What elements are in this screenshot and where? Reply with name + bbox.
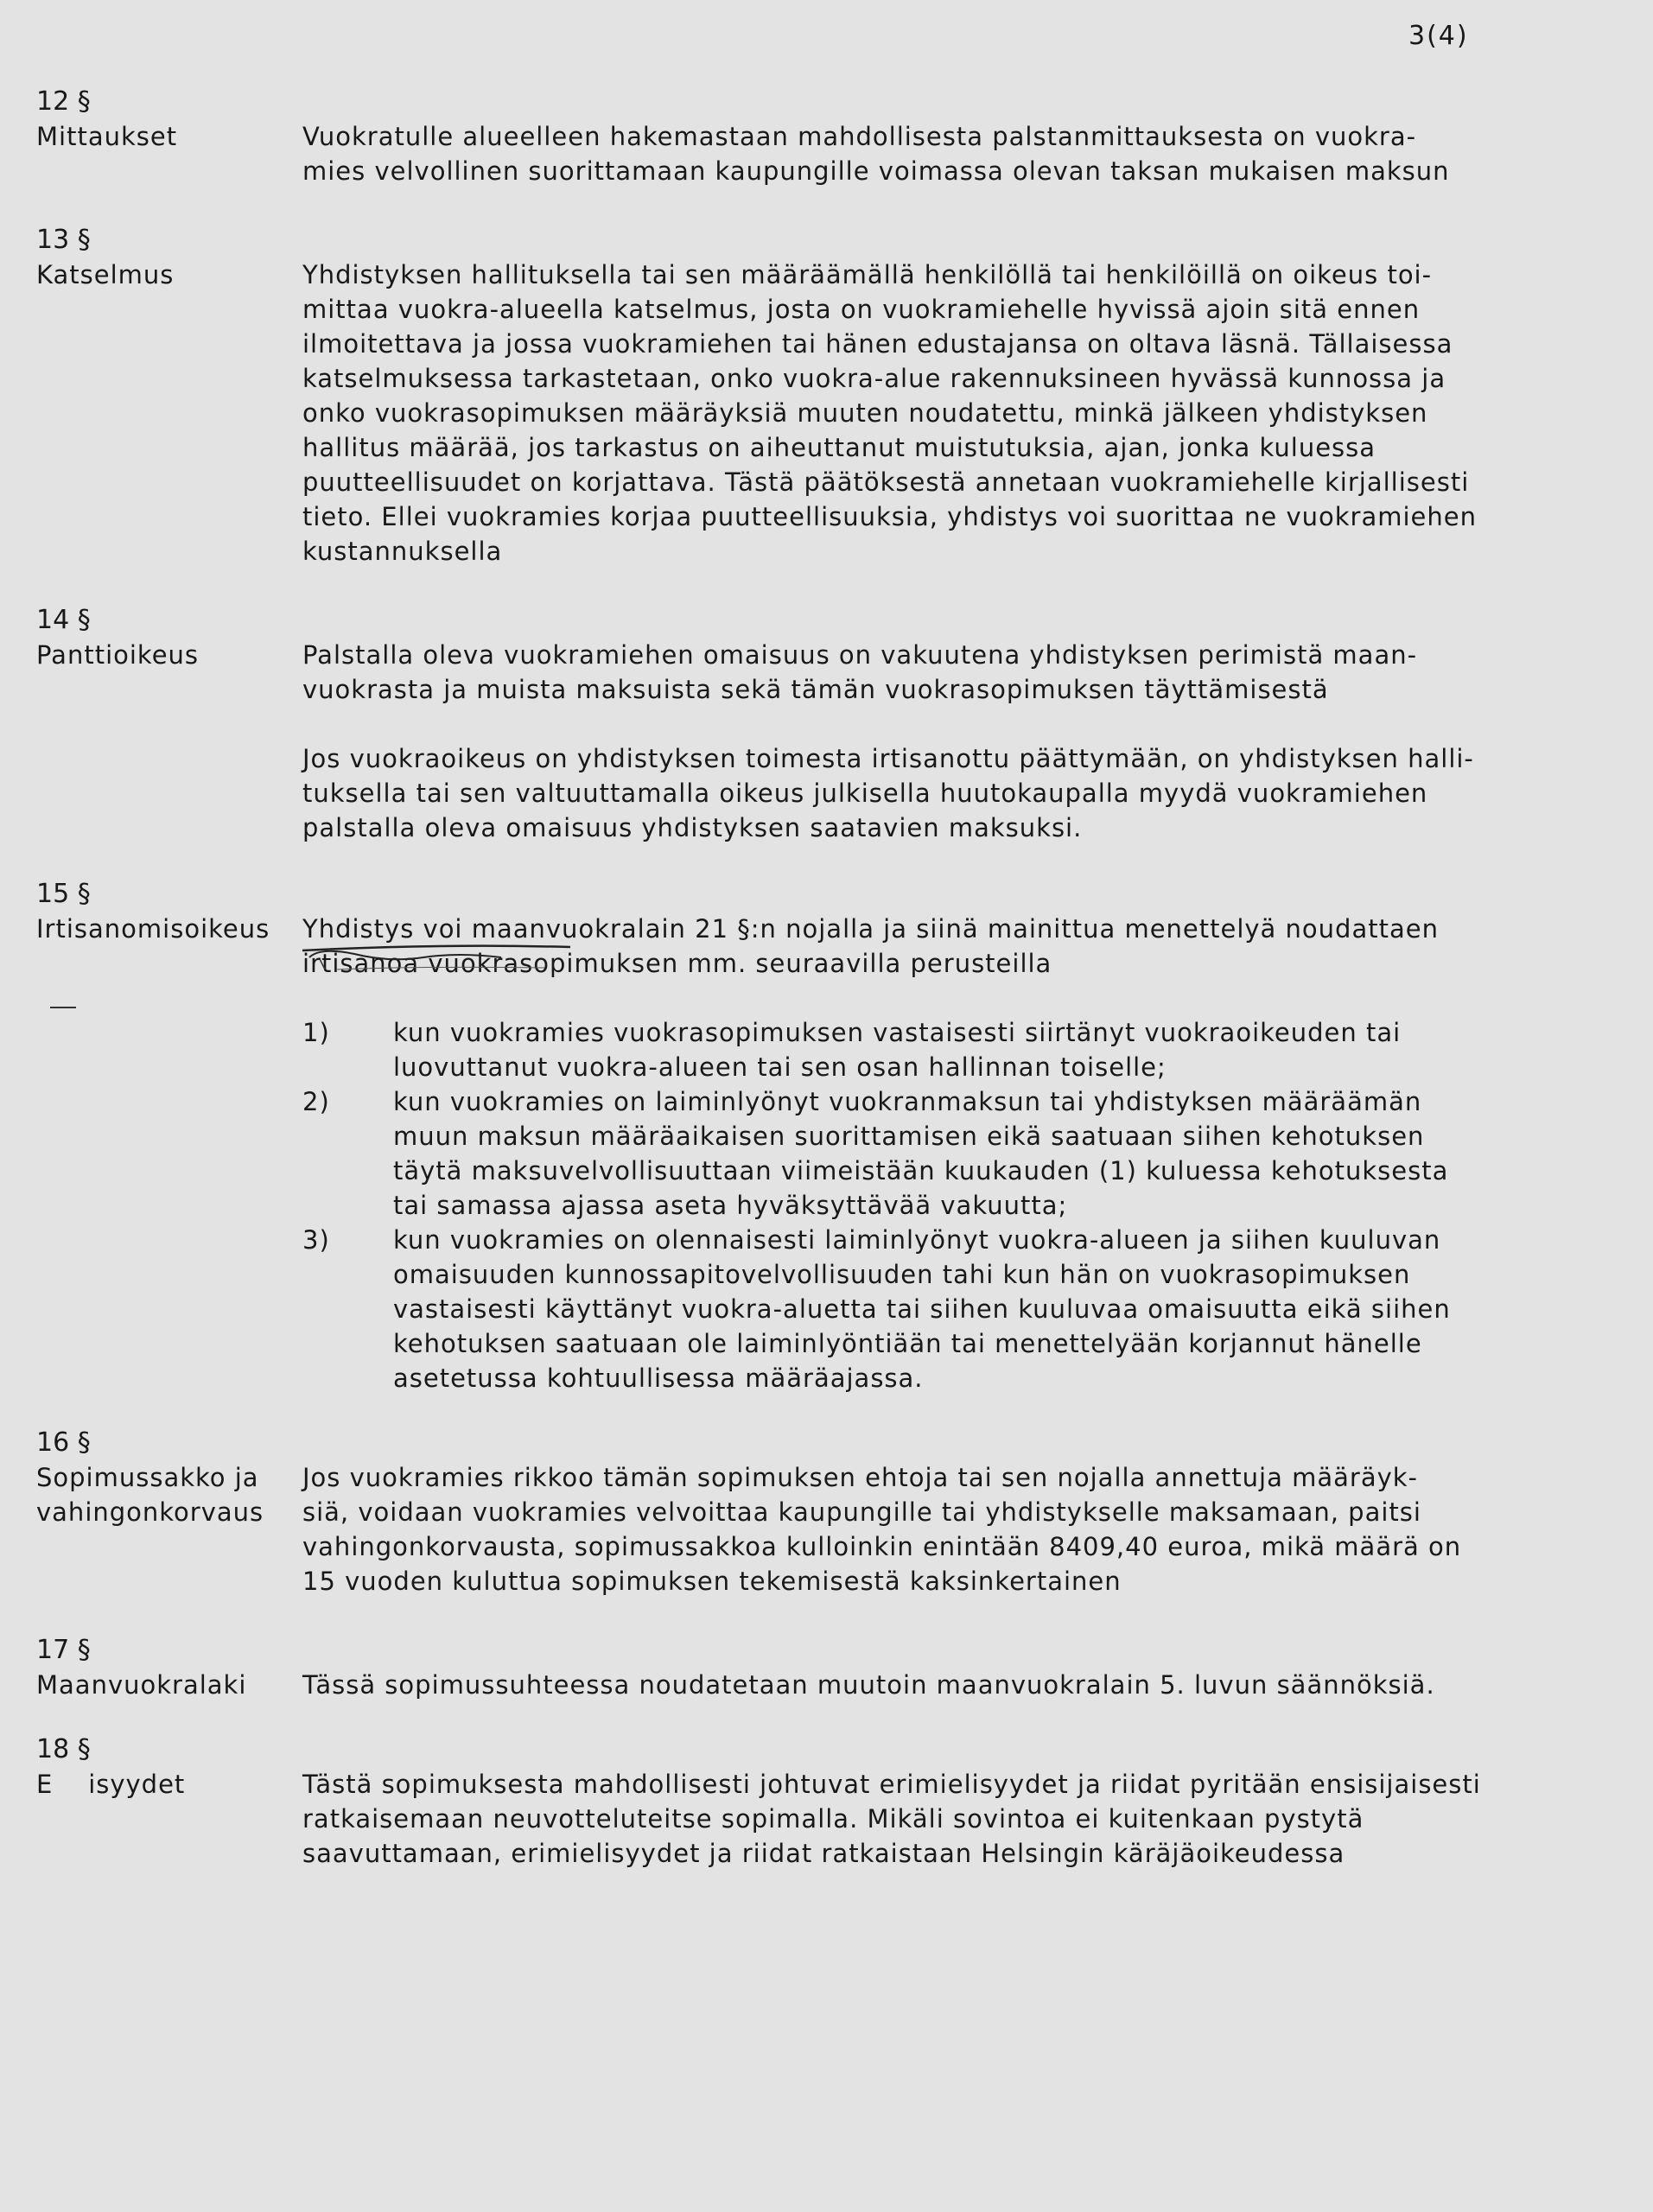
section-number: 12 §: [36, 86, 91, 117]
list-item-text: kun vuokramies on olennaisesti laiminlyönyt vuokra-alueen ja siihen kuuluvan omaisuuden kunnossapitovelvollisuuden tahi kun hän on vuokrasopimuksen vastaisesti käyttänyt vuokra-aluetta tai siihen kuuluvaa omaisuutta eikä siihen kehotuksen saatuaan ole laiminlyöntiään tai menettelyään korjannut hänelle asetetussa kohtuullisessa määräajassa.: [393, 1225, 1451, 1393]
list-item: [302, 1223, 1512, 1395]
section-title: E isyydet: [36, 1770, 186, 1799]
section-body: [302, 257, 1512, 569]
section-number: 16 §: [36, 1427, 91, 1458]
section-title: Maanvuokralaki: [36, 1670, 247, 1700]
list-item-number: 3): [302, 1225, 330, 1255]
paragraph: Tässä sopimussuhteessa noudatetaan muutoin maanvuokralain 5. luvun säännöksiä.: [302, 1670, 1435, 1700]
section-title: Katselmus: [36, 260, 175, 289]
paragraph: Yhdistyksen hallituksella tai sen määräämällä henkilöllä tai henkilöillä on oikeus toi- mittaa vuokra-alueella katselmus, josta on vuokramiehelle hyvissä ajoin sitä ennen ilmoitettava ja jossa vuokramiehen tai hänen edustajansa on oltava läsnä. Tällaisessa katselmuksessa tarkastetaan, onko vuokra-alue rakennuksineen hyvässä kunnossa ja onko vuokrasopimuksen määräyksiä muuten noudatettu, minkä jälkeen yhdistyksen hallitus määrää, jos tarkastus on aiheuttanut muistutuksia, ajan, jonka kuluessa puutteellisuudet on korjattava. Tästä päätöksestä annetaan vuokramiehelle kirjallisesti tieto. Ellei vuokramies korjaa puutteellisuuksia, yhdistys voi suorittaa ne vuokramiehen kustannuksella: [302, 260, 1477, 566]
section-number: 15 §: [36, 879, 91, 909]
section-body: [302, 1668, 1512, 1702]
section-number: 14 §: [36, 605, 91, 635]
margin-dash-mark: [50, 1007, 76, 1008]
section-body: [302, 1460, 1512, 1599]
paragraph: Tästä sopimuksesta mahdollisesti johtuvat erimielisyydet ja riidat pyritään ensisijaisesti ratkaisemaan neuvotteluteitse sopimalla. Mikäli sovintoa ei kuitenkaan pystytä saavuttamaan, erimielisyydet ja riidat ratkaistaan Helsingin käräjäoikeudessa: [302, 1770, 1481, 1868]
list-item-number: 1): [302, 1018, 330, 1047]
page-number: 3(4): [1408, 21, 1469, 51]
paragraph: Jos vuokramies rikkoo tämän sopimuksen ehtoja tai sen nojalla annettuja määräyk- siä, voidaan vuokramies velvoittaa kaupungille tai yhdistykselle maksamaan, paitsi vahingonkorvausta, sopimussakkoa kulloinkin enintään 8409,40 euroa, mikä määrä on 15 vuoden kuluttua sopimuksen tekemisestä kaksinkertainen: [302, 1463, 1462, 1596]
section-title: Irtisanomisoikeus: [36, 914, 270, 944]
section-body: [302, 119, 1512, 188]
list-item: [302, 1015, 1512, 1084]
section-number: 17 §: [36, 1635, 91, 1665]
list-item-text: kun vuokramies vuokrasopimuksen vastaisesti siirtänyt vuokraoikeuden tai luovuttanut vuokra-alueen tai sen osan hallinnan toiselle;: [393, 1018, 1402, 1082]
section-title: Sopimussakko ja vahingonkorvaus: [36, 1463, 264, 1527]
section-number: 18 §: [36, 1734, 91, 1764]
list-item: [302, 1084, 1512, 1223]
handwritten-underline-mark: [285, 931, 700, 983]
list-item-text: kun vuokramies on laiminlyönyt vuokranmaksun tai yhdistyksen määräämän muun maksun määräaikaisen suorittamisen eikä saatuaan siihen kehotuksen täytä maksuvelvollisuuttaan viimeistään kuukauden (1) kuluessa kehotuksesta tai samassa ajassa aseta hyväksyttävää vakuutta;: [393, 1087, 1449, 1220]
section-title: Mittaukset: [36, 122, 178, 151]
paragraph: Yhdistys voi maanvuokralain 21 §:n nojalla ja siinä mainittua menettelyä noudattaen irtisanoa vuokrasopimuksen mm. seuraavilla perusteilla: [302, 914, 1439, 978]
paragraph: Palstalla oleva vuokramiehen omaisuus on vakuutena yhdistyksen perimistä maan- vuokrasta ja muista maksuista sekä tämän vuokrasopimuksen täyttämisestä: [302, 640, 1418, 704]
list-item-number: 2): [302, 1087, 330, 1116]
section-title: Panttioikeus: [36, 640, 200, 670]
paragraph: Jos vuokraoikeus on yhdistyksen toimesta irtisanottu päättymään, on yhdistyksen halli- tuksella tai sen valtuuttamalla oikeus julkisella huutokaupalla myydä vuokramiehen palstalla oleva omaisuus yhdistyksen saatavien maksuksi.: [302, 744, 1474, 842]
section-number: 13 §: [36, 225, 91, 255]
paragraph: Vuokratulle alueelleen hakemastaan mahdollisesta palstanmittauksesta on vuokra- mies velvollinen suorittamaan kaupungille voimassa olevan taksan mukaisen maksun: [302, 122, 1450, 186]
section-body: [302, 912, 1512, 1395]
section-body: [302, 1767, 1512, 1871]
section-body: [302, 638, 1512, 845]
